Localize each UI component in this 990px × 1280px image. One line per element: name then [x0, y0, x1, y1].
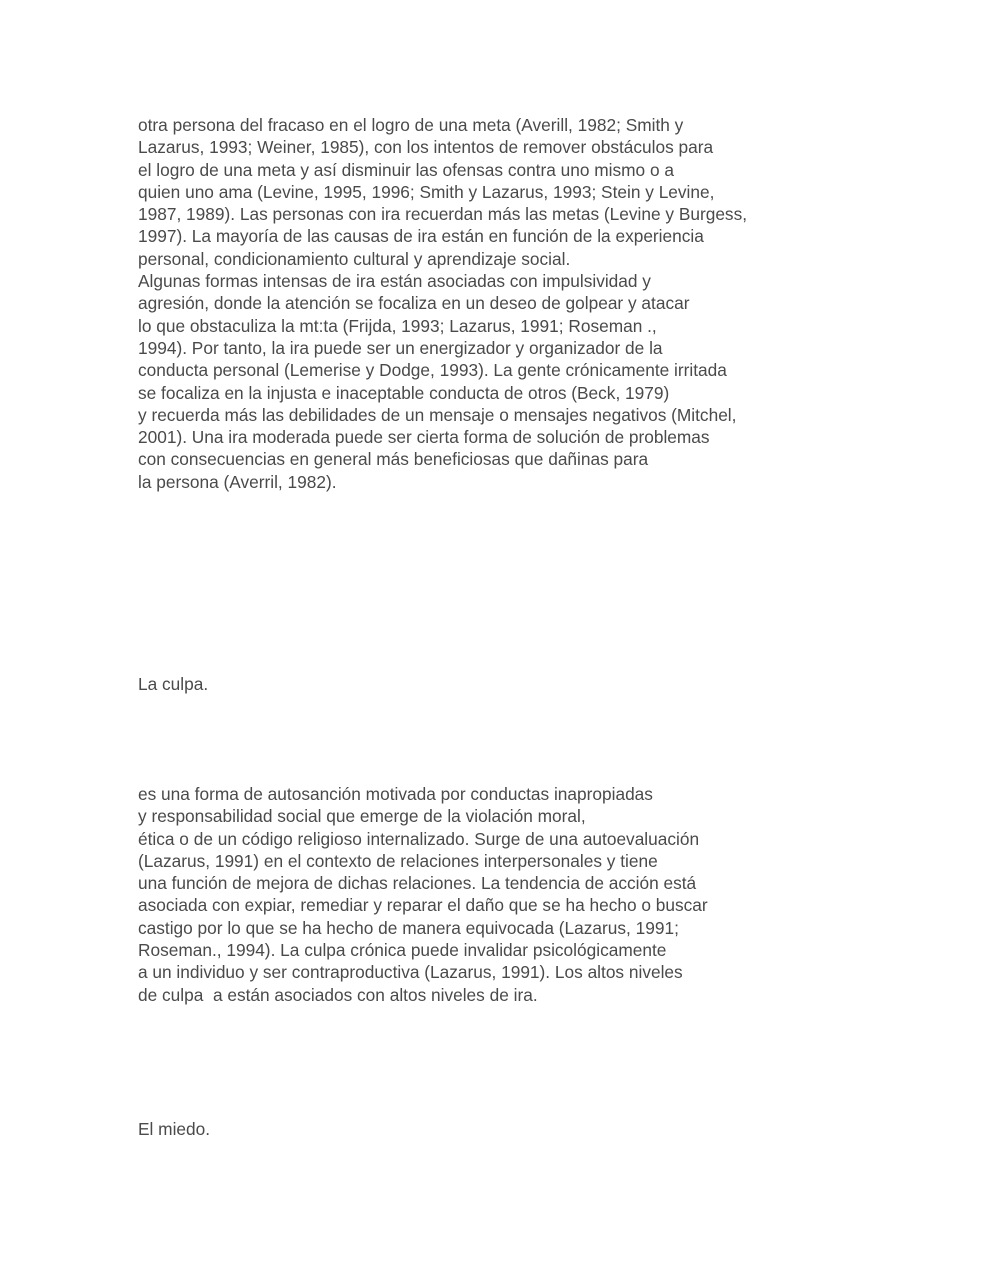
paragraph-line: la persona (Averril, 1982).	[138, 471, 337, 492]
paragraph-line: con consecuencias en general más beneficiosas que dañinas para	[138, 449, 649, 470]
paragraph-line: quien uno ama (Levine, 1995, 1996; Smith y Lazarus, 1993; Stein y Levine,	[138, 181, 715, 202]
paragraph-line: (Lazarus, 1991) en el contexto de relaciones interpersonales y tiene	[138, 850, 658, 871]
paragraph-line: Algunas formas intensas de ira están asociadas con impulsividad y	[138, 271, 651, 292]
paragraph-line: es una forma de autosanción motivada por conductas inapropiadas	[138, 784, 653, 804]
section-heading-culpa	[138, 673, 208, 695]
paragraph-line: conducta personal (Lemerise y Dodge, 1993). La gente crónicamente irritada	[138, 360, 727, 381]
paragraph-ira	[138, 114, 747, 493]
paragraph-line: lo que obstaculiza la mt:ta (Frijda, 1993; Lazarus, 1991; Roseman .,	[138, 315, 657, 336]
paragraph-line: el logro de una meta y así disminuir las ofensas contra uno mismo o a	[138, 159, 674, 180]
paragraph-line: asociada con expiar, remediar y reparar el daño que se ha hecho o buscar	[138, 895, 708, 916]
paragraph-line: de culpa a están asociados con altos niveles de ira.	[138, 984, 538, 1005]
paragraph-line: a un individuo y ser contraproductiva (Lazarus, 1991). Los altos niveles	[138, 962, 683, 983]
paragraph-line: agresión, donde la atención se focaliza en un deseo de golpear y atacar	[138, 293, 690, 314]
paragraph-line: una función de mejora de dichas relaciones. La tendencia de acción está	[138, 873, 697, 894]
paragraph-line: y responsabilidad social que emerge de la violación moral,	[138, 806, 586, 827]
paragraph-line: Roseman., 1994). La culpa crónica puede invalidar psicológicamente	[138, 940, 667, 961]
paragraph-line: 1987, 1989). Las personas con ira recuerdan más las metas (Levine y Burgess,	[138, 204, 748, 225]
section-heading-miedo	[138, 1118, 210, 1140]
paragraph-line: 2001). Una ira moderada puede ser cierta forma de solución de problemas	[138, 427, 710, 448]
paragraph-line: se focaliza en la injusta e inaceptable conducta de otros (Beck, 1979)	[138, 382, 670, 403]
paragraph-line: otra persona del fracaso en el logro de una meta (Averill, 1982; Smith y	[138, 115, 684, 135]
paragraph-line: ética o de un código religioso internalizado. Surge de una autoevaluación	[138, 828, 700, 849]
heading-text: La culpa.	[138, 674, 209, 694]
paragraph-line: y recuerda más las debilidades de un mensaje o mensajes negativos (Mitchel,	[138, 404, 737, 425]
paragraph-line: personal, condicionamiento cultural y aprendizaje social.	[138, 248, 571, 269]
paragraph-line: 1994). Por tanto, la ira puede ser un energizador y organizador de la	[138, 337, 663, 358]
paragraph-line: castigo por lo que se ha hecho de manera equivocada (Lazarus, 1991;	[138, 917, 679, 938]
paragraph-culpa	[138, 783, 708, 1006]
heading-text: El miedo.	[138, 1119, 211, 1139]
paragraph-line: Lazarus, 1993; Weiner, 1985), con los intentos de remover obstáculos para	[138, 137, 714, 158]
paragraph-line: 1997). La mayoría de las causas de ira están en función de la experiencia	[138, 226, 704, 247]
